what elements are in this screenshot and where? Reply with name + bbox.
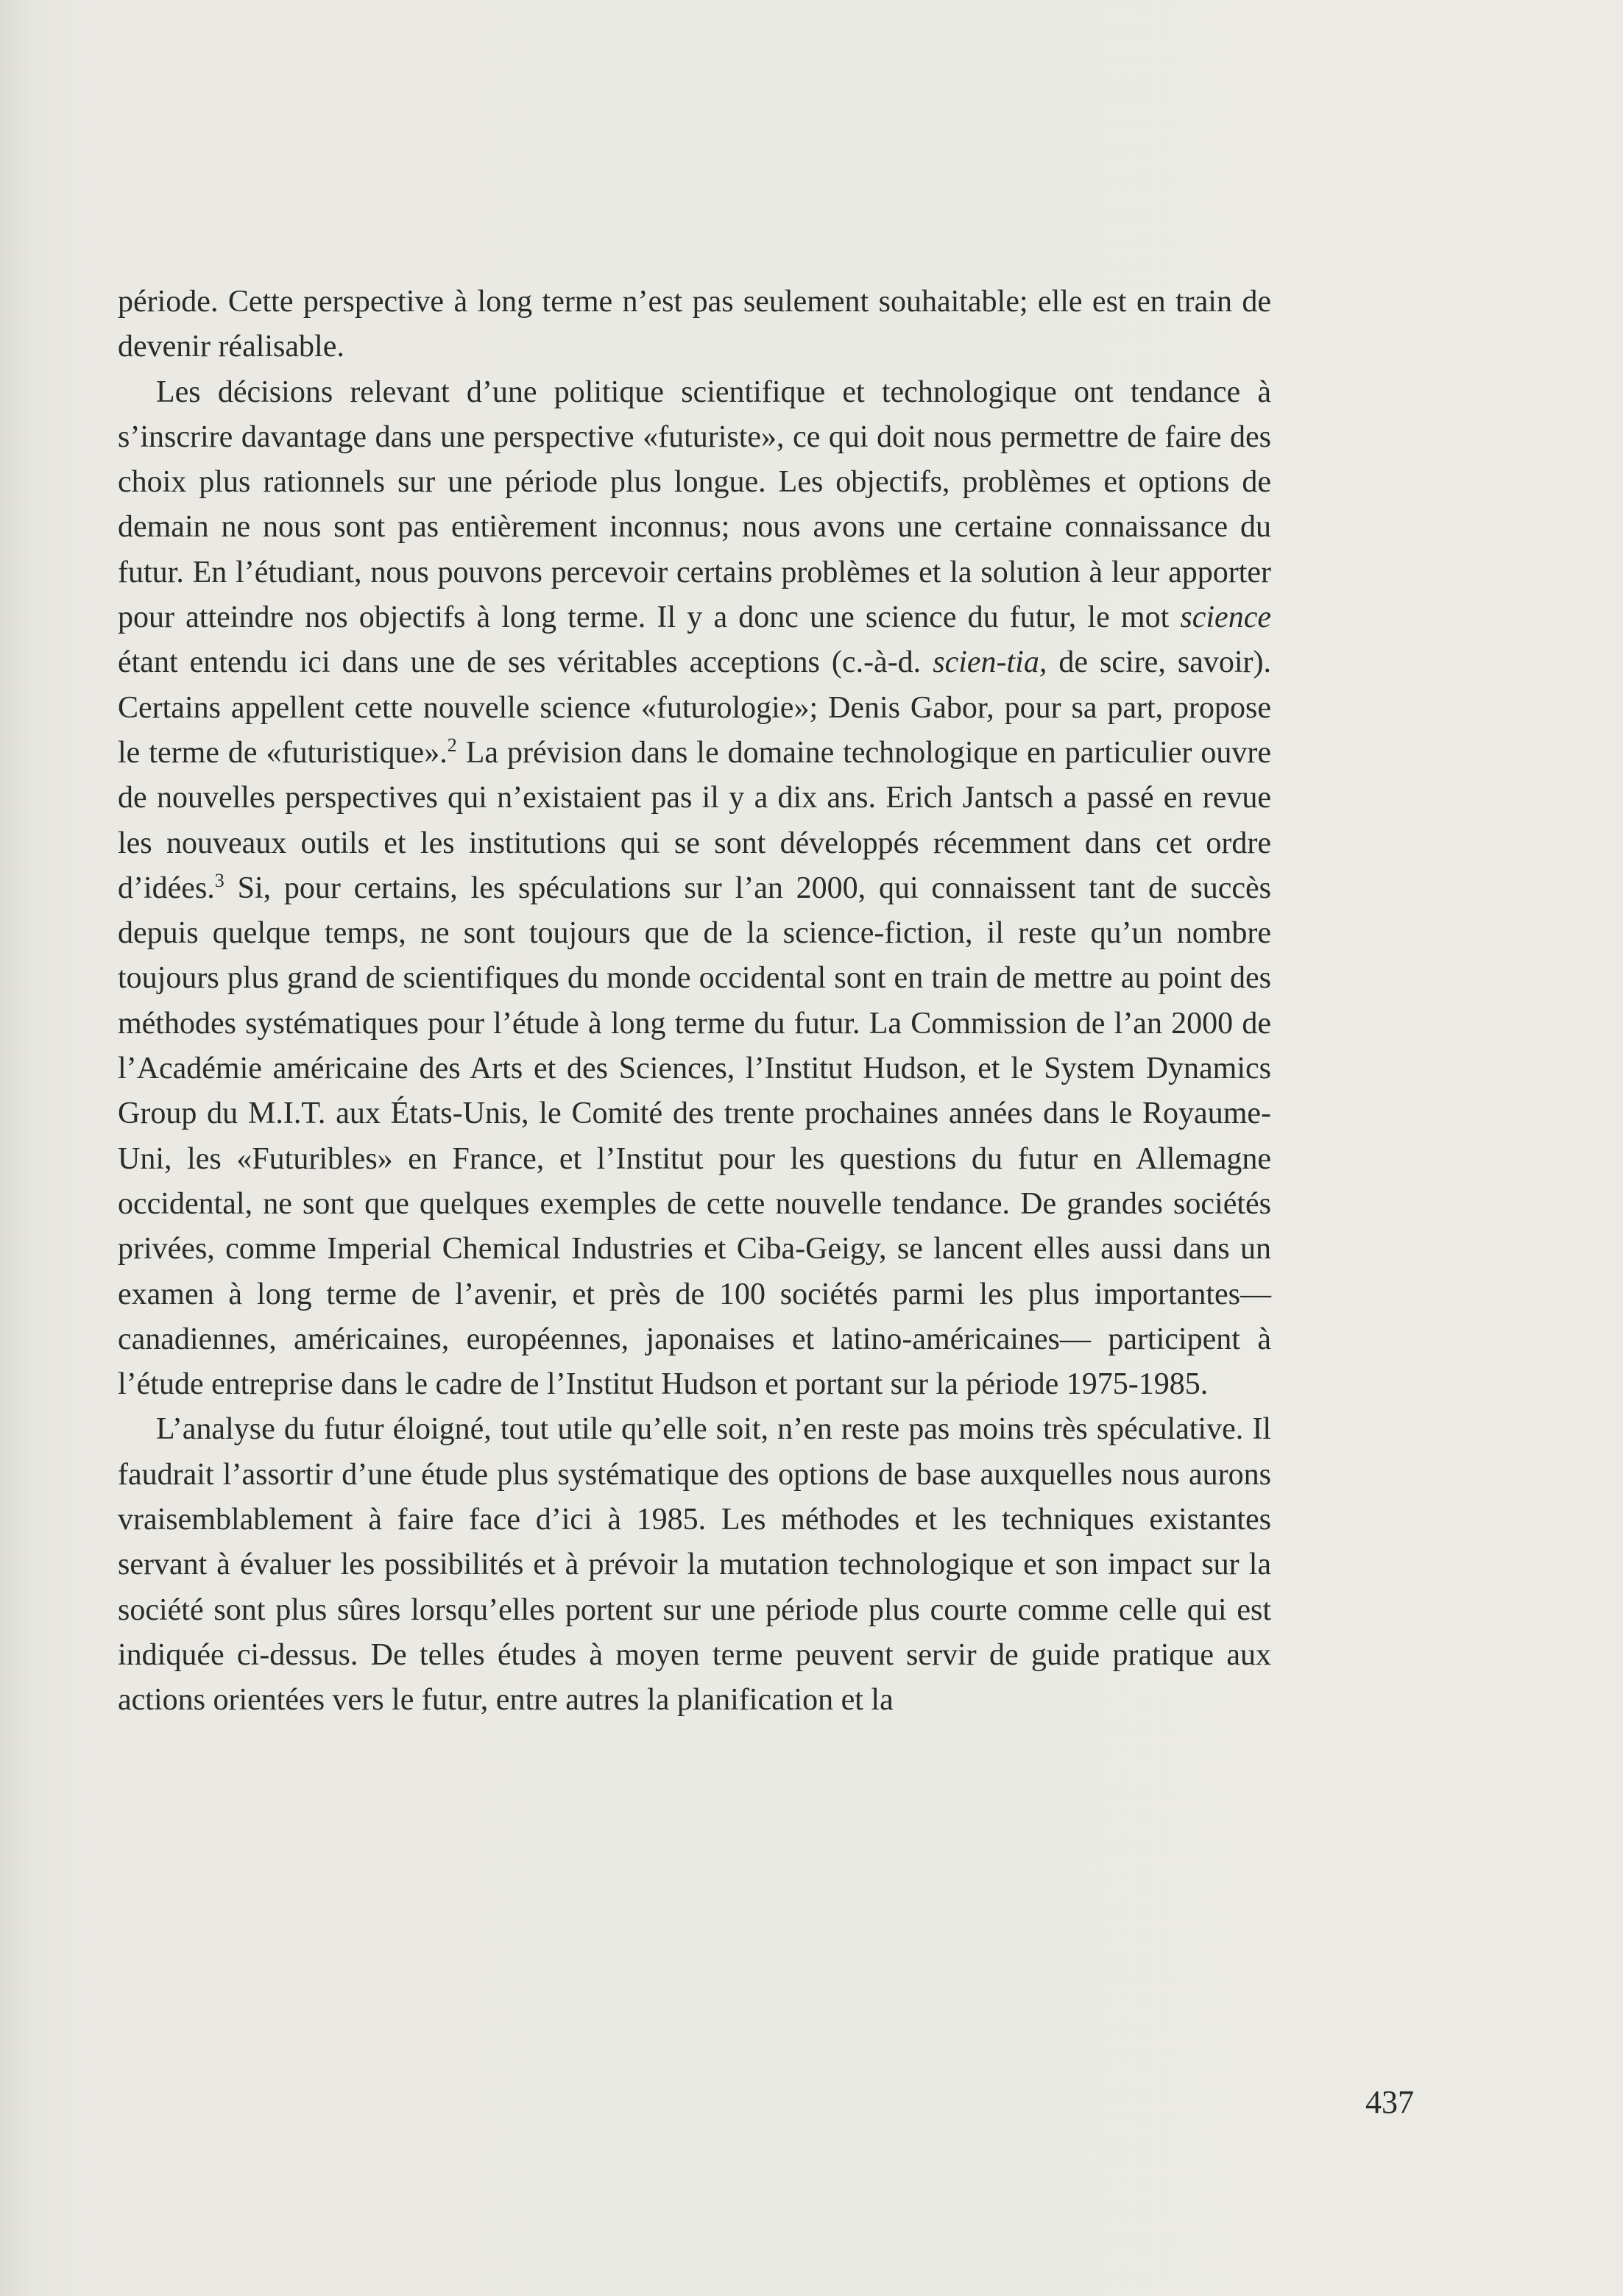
text-run: étant entendu ici dans une de ses véritables acceptions (c.-à-d. (118, 645, 933, 680)
text-run: Les décisions relevant d’une politique scientifique et technologique ont tendance à s’inscrire davantage dans une perspective «futuriste», ce qui doit nous permettre de faire des choix plus rationnels sur une période plus longue. Les objectifs, problèmes et options de demain ne nous sont pas entièrement inconnus; nous avons une certaine connaissance du futur. En l’étudiant, nous pouvons percevoir certains problèmes et la solution à leur apporter pour atteindre nos objectifs à long terme. Il y a donc une science du futur, le mot (118, 375, 1271, 635)
footnote-ref: 3 (214, 869, 224, 891)
footnote-ref: 2 (447, 734, 457, 756)
text-run: La prévision dans le domaine technologique en particulier ouvre de nouvelles perspectives qui n’existaient pas il y a dix ans. Erich Jantsch a passé en revue les nouveaux outils et les institutions qui se sont développés récemment dans cet ordre d’idées. (118, 735, 1271, 905)
paragraph-p2 (118, 370, 1271, 1408)
text-run: L’analyse du futur éloigné, tout utile qu’elle soit, n’en reste pas moins très spéculative. Il faudrait l’assortir d’une étude plus systématique des options de base auxquelles nous aurons vraisemblablement à faire face d’ici à 1985. Les méthodes et les techniques existantes servant à évaluer les possibilités et à prévoir la mutation technologique et son impact sur la société sont plus sûres lorsqu’elles portent sur une période plus courte comme celle qui est indiquée ci-dessus. De telles études à moyen terme peuvent servir de guide pratique aux actions orientées vers le futur, entre autres la planification et la (118, 1412, 1271, 1718)
italic-term: science (1180, 600, 1271, 635)
page-number: 437 (1365, 2084, 1414, 2120)
italic-term: scien-tia, (933, 645, 1047, 680)
body-text (118, 280, 1271, 1723)
text-run: période. Cette perspective à long terme n’est pas seulement souhaitable; elle est en train de devenir réalisable. (118, 285, 1271, 364)
text-run: de scire, savoir). Certains appellent cette nouvelle science «futurologie»; Denis Gabor, pour sa part, propose le terme de «futuristique». (118, 645, 1271, 770)
paragraph-p1 (118, 280, 1271, 370)
text-run: Si, pour certains, les spéculations sur l’an 2000, qui connaissent tant de succès depuis quelque temps, ne sont toujours que de la science-fiction, il reste qu’un nombre toujours plus grand de scientifiques du monde occidental sont en train de mettre au point des méthodes systématiques pour l’étude à long terme du futur. La Commission de l’an 2000 de l’Académie américaine des Arts et des Sciences, l’Institut Hudson, et le System Dynamics Group du M.I.T. aux États-Unis, le Comité des trente prochaines années dans le Royaume-Uni, les «Futuribles» en France, et l’Institut pour les questions du futur en Allemagne occidental, ne sont que quelques exemples de cette nouvelle tendance. De grandes sociétés privées, comme Imperial Chemical Industries et Ciba-Geigy, se lancent elles aussi dans un examen à long terme de l’avenir, et près de 100 sociétés parmi les plus importantes— canadiennes, américaines, européennes, japonaises et latino-américaines— participent à l’étude entreprise dans le cadre de l’Institut Hudson et portant sur la période 1975-1985. (118, 871, 1271, 1402)
paragraph-p3 (118, 1407, 1271, 1723)
